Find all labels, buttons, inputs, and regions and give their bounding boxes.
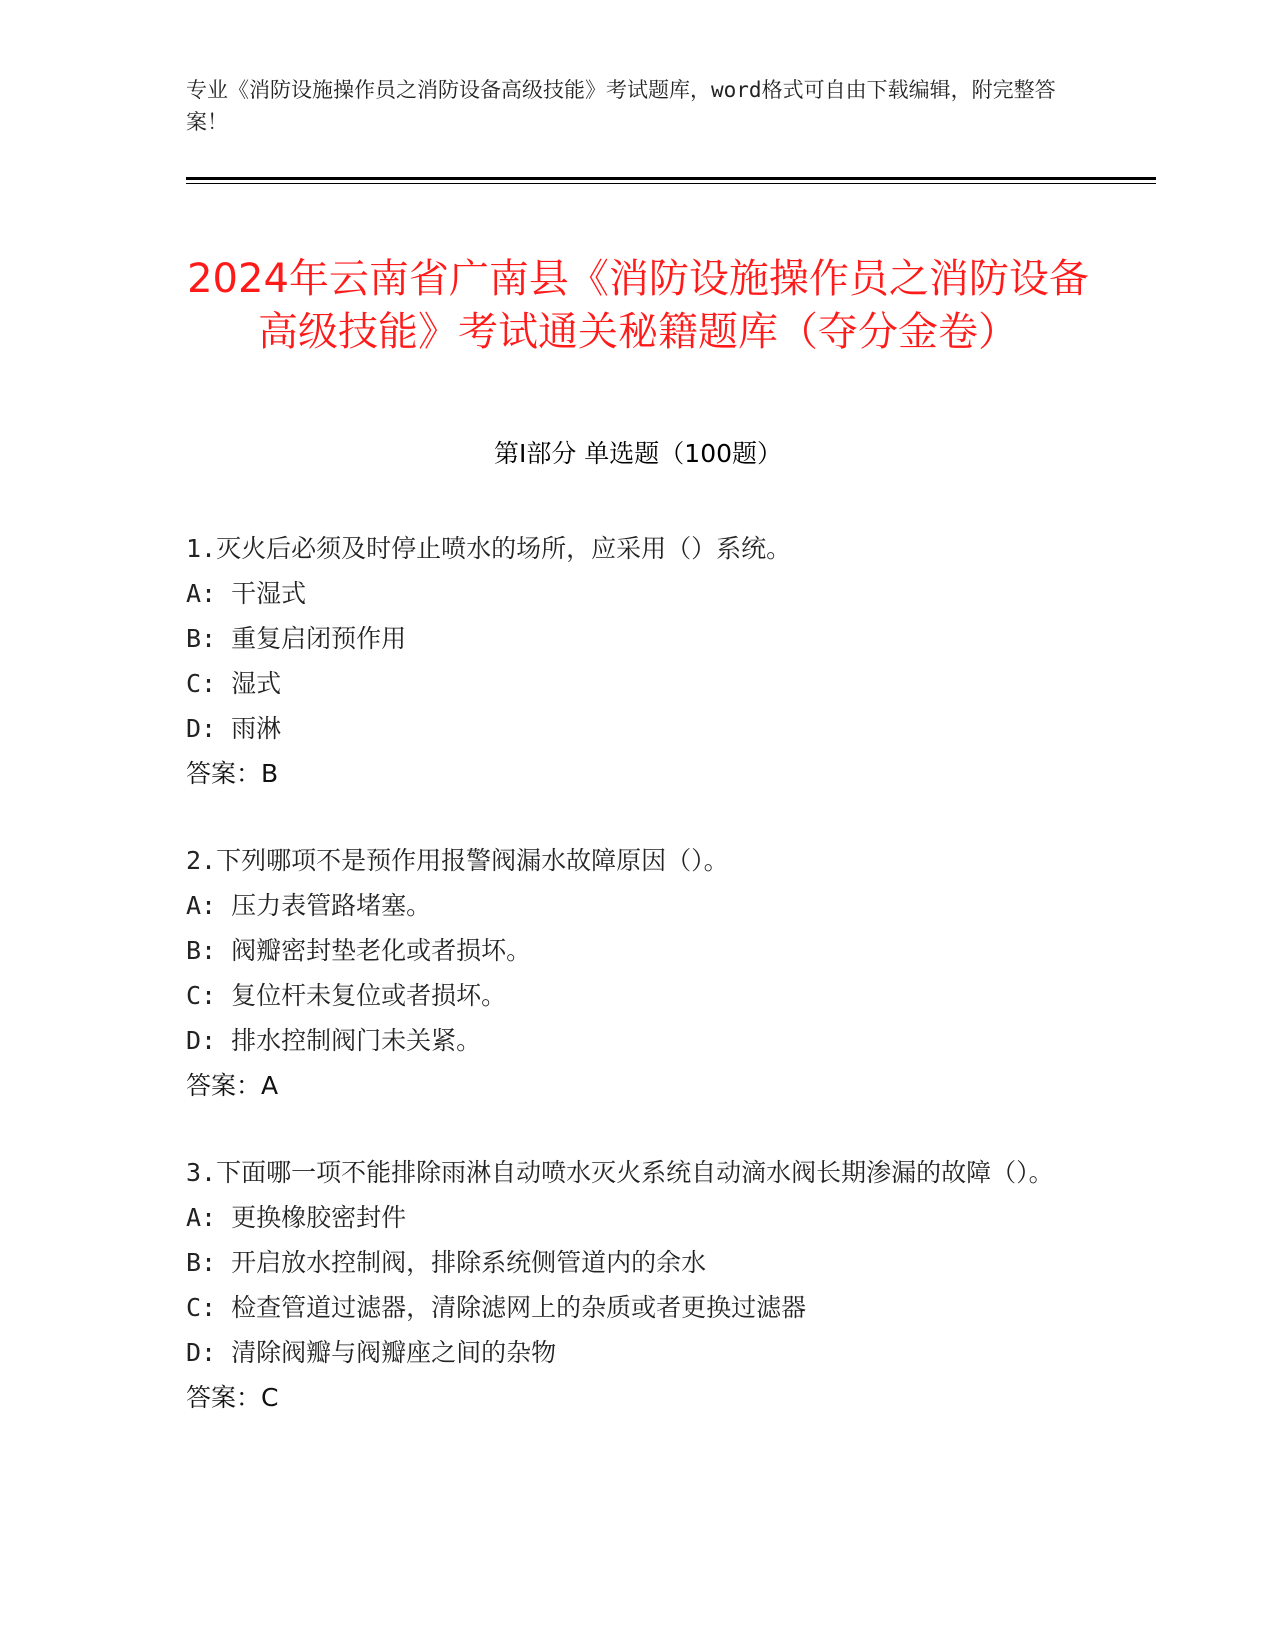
header-divider-thin <box>186 183 1156 184</box>
option-a: A: 压力表管路堵塞。 <box>186 891 432 920</box>
option-b: B: 阀瓣密封垫老化或者损坏。 <box>186 936 532 965</box>
question-list <box>186 526 1066 1462</box>
document-title: 2024年云南省广南县《消防设施操作员之消防设备高级技能》考试通关秘籍题库（夺分金卷） <box>187 255 1089 355</box>
option-b: B: 重复启闭预作用 <box>186 624 407 653</box>
option-c: C: 检查管道过滤器，清除滤网上的杂质或者更换过滤器 <box>186 1293 807 1322</box>
option-c: C: 湿式 <box>186 669 282 698</box>
question-1 <box>186 526 1066 796</box>
question-2 <box>186 838 1066 1108</box>
option-d: D: 排水控制阀门未关紧。 <box>186 1026 482 1055</box>
answer: 答案：A <box>186 1071 279 1100</box>
header-note: 专业《消防设施操作员之消防设备高级技能》考试题库，word格式可自由下载编辑，附完整答案！ <box>186 78 1056 134</box>
answer: 答案：C <box>186 1383 279 1412</box>
question-stem: 1.灭火后必须及时停止喷水的场所，应采用（）系统。 <box>186 534 792 563</box>
option-a: A: 干湿式 <box>186 579 307 608</box>
question-stem: 2.下列哪项不是预作用报警阀漏水故障原因（）。 <box>186 846 729 875</box>
option-d: D: 雨淋 <box>186 714 282 743</box>
header-divider-thick <box>186 177 1156 180</box>
option-c: C: 复位杆未复位或者损坏。 <box>186 981 507 1010</box>
option-d: D: 清除阀瓣与阀瓣座之间的杂物 <box>186 1338 557 1367</box>
answer: 答案：B <box>186 759 279 788</box>
option-b: B: 开启放水控制阀，排除系统侧管道内的余水 <box>186 1248 707 1277</box>
question-stem: 3.下面哪一项不能排除雨淋自动喷水灭火系统自动滴水阀长期渗漏的故障（）。 <box>186 1158 1054 1187</box>
question-3 <box>186 1150 1066 1420</box>
option-a: A: 更换橡胶密封件 <box>186 1203 407 1232</box>
section-title: 第I部分 单选题（100题） <box>493 439 783 468</box>
